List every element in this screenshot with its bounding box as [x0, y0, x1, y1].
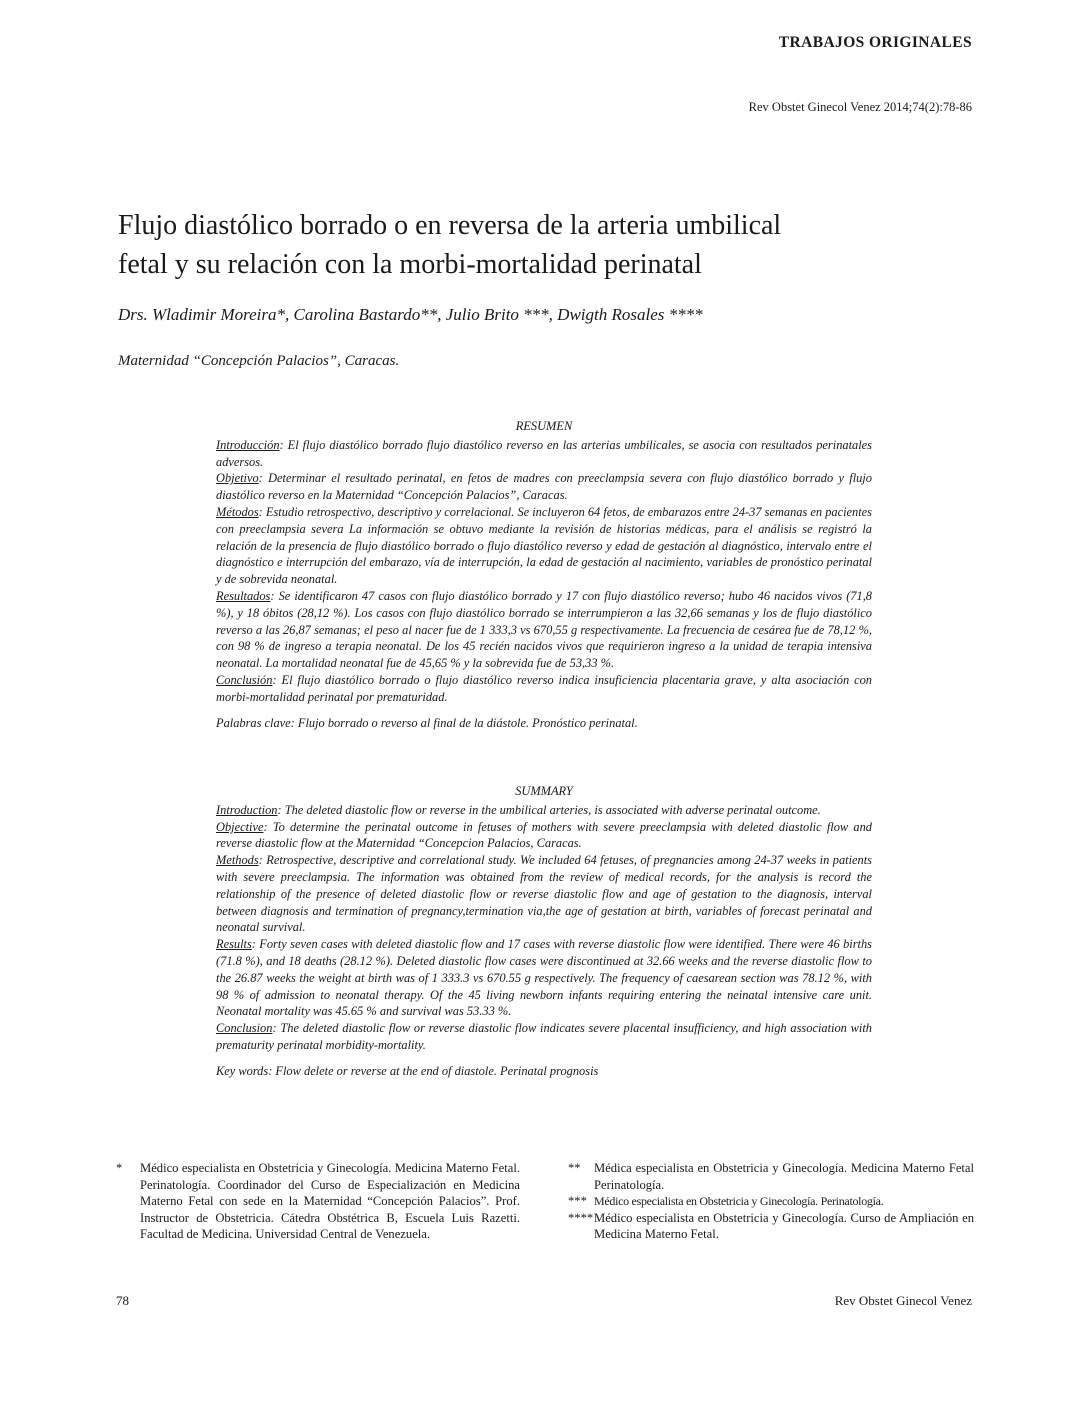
- footnote-2: [568, 1160, 974, 1193]
- footnote-3-text: Médico especialista en Obstetricia y Ginecología. Perinatología.: [594, 1194, 884, 1209]
- running-footer: Rev Obstet Ginecol Venez: [834, 1293, 972, 1308]
- footnote-1-mark: *: [116, 1161, 123, 1175]
- title-line-1: Flujo diastólico borrado o en reversa de la arteria umbilical: [118, 210, 782, 241]
- footnote-1: [116, 1160, 520, 1243]
- footnote-2-mark: **: [568, 1161, 581, 1175]
- text-resultados: : Se identificaron 47 casos con flujo diastólico borrado y 17 con flujo diastólico reverso; hubo 46 nacidos vivos (71,8 %), y 18 óbitos (28,12 %). Los casos con flujo diastólico borrado se interrumpieron a las 32,66 semanas y los de flujo diastólico reverso a las 26,87 semanas; el peso al nacer fue de 1 333,3 vs 670,55 g respectivamente. La frecuencia de cesárea fue de 78,12 %, con 98 % de ingreso a terapia neonatal. De los 45 recién nacidos vivos que requirieron ingreso a la unidad de terapia intensiva neonatal. La mortalidad neonatal fue de 45,65 % y la sobrevida fue de 53,33 %.: [216, 588, 872, 671]
- affiliation: Maternidad “Concepción Palacios”, Caracas.: [118, 353, 400, 369]
- label-results: Results: [216, 937, 252, 952]
- text-objetivo: : Determinar el resultado perinatal, en fetos de madres con preeclampsia severa con flujo diastólico borrado y flujo diastólico reverso en la Maternidad “Concepción Palacios”, Caracas.: [216, 471, 872, 503]
- summary-block: [216, 783, 872, 1080]
- footnote-right-column: [568, 1160, 974, 1243]
- resumen-resultados: [216, 588, 872, 672]
- footnote-1-text: Médico especialista en Obstetricia y Ginecología. Medicina Materno Fetal. Perinatología. Coordinador del Curso de Especialización en Medicina Materno Fetal con sede en la Maternidad “Concepción Palacios”. Prof. Instructor de Obstetricia. Cátedra Obstétrica B, Escuela Luis Razetti. Facultad de Medicina. Universidad Central de Venezuela.: [140, 1161, 520, 1242]
- label-introduccion: Introducción: [216, 437, 280, 452]
- resumen-introduccion: [216, 437, 872, 471]
- text-objective: : To determine the perinatal outcome in fetuses of mothers with severe preeclampsia with deleted diastolic flow and reverse diastolic flow at the Maternidad “Concepcion Palacios, Caracas.: [216, 819, 872, 851]
- footnote-3-mark: ***: [568, 1194, 587, 1209]
- text-introduccion: : El flujo diastólico borrado flujo diastólico reverso en las arterias umbilicales, se asocia con resultados perinatales adversos.: [216, 437, 872, 469]
- footnote-4-mark: ****: [568, 1210, 594, 1225]
- label-conclusion-en: Conclusion: [216, 1021, 273, 1036]
- footnote-3: [568, 1193, 974, 1210]
- label-objetivo: Objetivo: [216, 471, 259, 486]
- palabras-clave: Palabras clave: Flujo borrado o reverso al final de la diástole. Pronóstico perinatal.: [216, 715, 638, 730]
- label-methods: Methods: [216, 853, 259, 868]
- resumen-block: [216, 418, 872, 731]
- resumen-conclusion: [216, 672, 872, 706]
- resumen-heading: RESUMEN: [515, 419, 573, 433]
- summary-results: [216, 936, 872, 1020]
- summary-methods: [216, 852, 872, 936]
- text-conclusion: : El flujo diastólico borrado o flujo diastólico reverso indica insuficiencia placentaria grave, y alta asociación con morbi-mortalidad perinatal por prematuridad.: [216, 672, 872, 704]
- article-title: [118, 206, 978, 284]
- summary-heading: SUMMARY: [515, 784, 573, 798]
- footnote-4-text: Médico especialista en Obstetricia y Ginecología. Curso de Ampliación en Medicina Materno Fetal.: [594, 1210, 974, 1242]
- text-conclusion-en: : The deleted diastolic flow or reverse diastolic flow indicates severe placental insufficiency, and high association with prematurity perinatal morbidity-mortality.: [216, 1021, 872, 1052]
- summary-introduction: [216, 802, 872, 819]
- footnote-left-column: [116, 1160, 520, 1243]
- footnote-4: [568, 1210, 974, 1243]
- footnote-2-text: Médica especialista en Obstetricia y Ginecología. Medicina Materno Fetal Perinatología.: [594, 1161, 974, 1192]
- text-metodos: : Estudio retrospectivo, descriptivo y correlacional. Se incluyeron 64 fetos, de embarazos entre 24-37 semanas en pacientes con preeclampsia severa La información se obtuvo mediante la revisión de historias médicas, para el análisis se registró la relación de la presencia de flujo diastólico borrado o flujo diastólico reverso y edad de gestación al diagnóstico, intervalo entre el diagnóstico e interrupción del embarazo, vía de interrupción, la edad de gestación al nacimiento, variables de pronóstico perinatal y de sobrevida neonatal.: [216, 504, 872, 587]
- label-objective: Objective: [216, 819, 264, 834]
- label-conclusion: Conclusión: [216, 672, 273, 687]
- journal-citation: Rev Obstet Ginecol Venez 2014;74(2):78-86: [748, 100, 972, 114]
- text-results: : Forty seven cases with deleted diastolic flow and 17 cases with reverse diastolic flow were identified. There were 46 births (71.8 %), and 18 deaths (28.12 %). Deleted diastolic flow cases were discontinued at 32.66 weeks and the reverse diastolic flow to the 26.87 weeks the weight at birth was of 1 333.3 vs 670.55 g respectively. The frequency of caesarean section was 78.12 %, with 98 % of admission to neonatal therapy. Of the 45 living newborn infants requiring entering the neinatal intensive care unit. Neonatal mortality was 45.65 % and survival was 53.33 %.: [216, 937, 872, 1019]
- section-label: TRABAJOS ORIGINALES: [778, 34, 972, 51]
- authors: Drs. Wladimir Moreira*, Carolina Bastardo**, Julio Brito ***, Dwigth Rosales ****: [118, 305, 703, 324]
- resumen-metodos: [216, 504, 872, 588]
- text-introduction: : The deleted diastolic flow or reverse in the umbilical arteries, is associated with adverse perinatal outcome.: [277, 802, 821, 817]
- label-resultados: Resultados: [216, 588, 271, 603]
- key-words: Key words: Flow delete or reverse at the end of diastole. Perinatal prognosis: [216, 1063, 599, 1078]
- text-methods: : Retrospective, descriptive and correlational study. We included 64 fetuses, of pregnancies among 24-37 weeks in patients with severe preeclampsia. The information was obtained from the review of medical records, for the analysis is record the relationship of the presence of deleted diastolic flow or reverse diastolic flow and age of gestation to the diagnosis, interval between diagnosis and termination of pregnancy,termination via,the age of gestation at birth, variables of forecast perinatal and neonatal survival.: [216, 853, 872, 935]
- resumen-objetivo: [216, 470, 872, 504]
- summary-conclusion: [216, 1020, 872, 1054]
- summary-objective: [216, 819, 872, 853]
- title-line-2: fetal y su relación con la morbi-mortalidad perinatal: [118, 249, 702, 280]
- label-introduction: Introduction: [216, 802, 278, 817]
- page-number: 78: [116, 1293, 129, 1308]
- label-metodos: Métodos: [216, 504, 259, 519]
